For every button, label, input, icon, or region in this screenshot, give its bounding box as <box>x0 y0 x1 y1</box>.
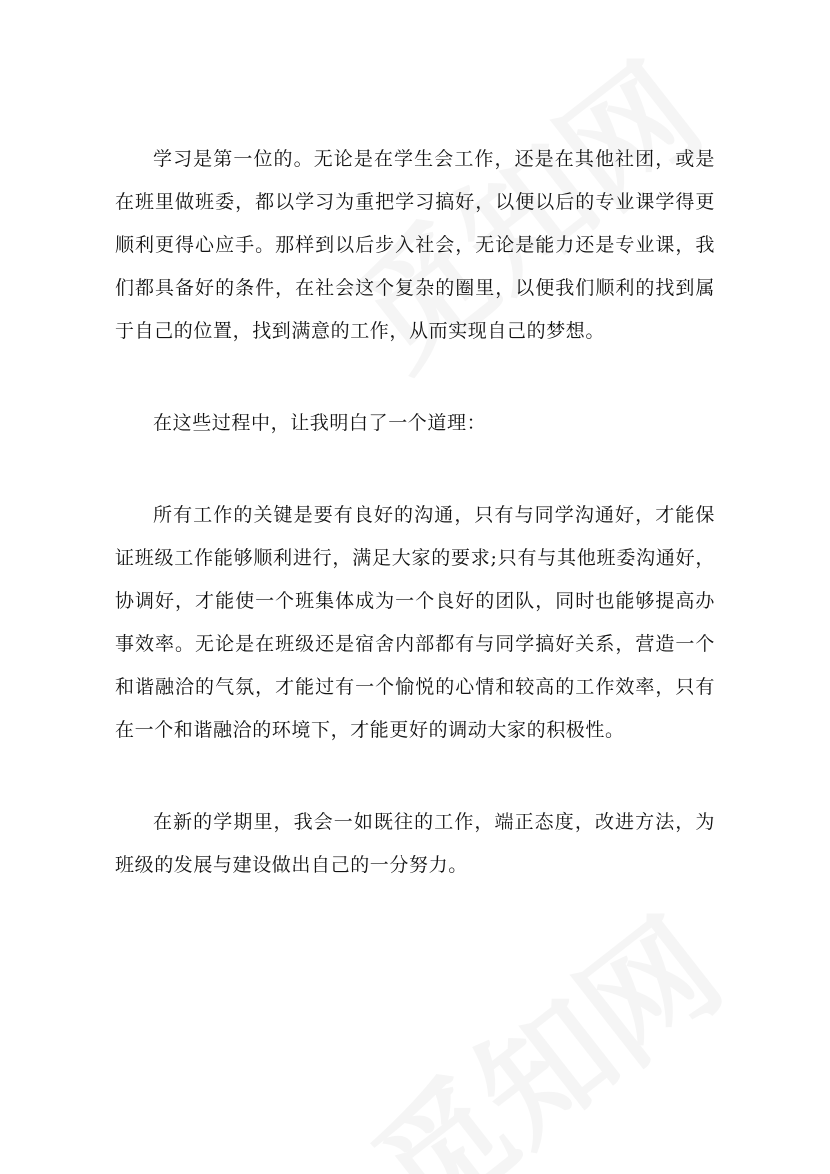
paragraph-lesson-intro: 在这些过程中，让我明白了一个道理： <box>153 412 487 434</box>
paragraph-study-first: 学习是第一位的。无论是在学生会工作，还是在其他社团，或是在班里做班委，都以学习为重把学习搞好，以便以后的专业课学得更顺利更得心应手。那样到以后步入社会，无论是能力还是专业课，我们都具备好的条件，在社会这个复杂的圈里，以便我们顺利的找到属于自己的位置，找到满意的工作，从而实现自己的梦想。 <box>115 148 715 342</box>
document-body <box>115 138 715 936</box>
paragraph-communication: 所有工作的关键是要有良好的沟通，只有与同学沟通好，才能保证班级工作能够顺利进行，满足大家的要求;只有与其他班委沟通好，协调好，才能使一个班集体成为一个良好的团队，同时也能够提高办事效率。无论是在班级还是宿舍内部都有与同学搞好关系，营造一个和谐融洽的气氛，才能过有一个愉悦的心情和较高的工作效率，只有在一个和谐融洽的环境下，才能更好的调动大家的积极性。 <box>115 504 715 741</box>
paragraph-new-semester: 在新的学期里，我会一如既往的工作，端正态度，改进方法，为班级的发展与建设做出自己的一分努力。 <box>115 811 715 876</box>
